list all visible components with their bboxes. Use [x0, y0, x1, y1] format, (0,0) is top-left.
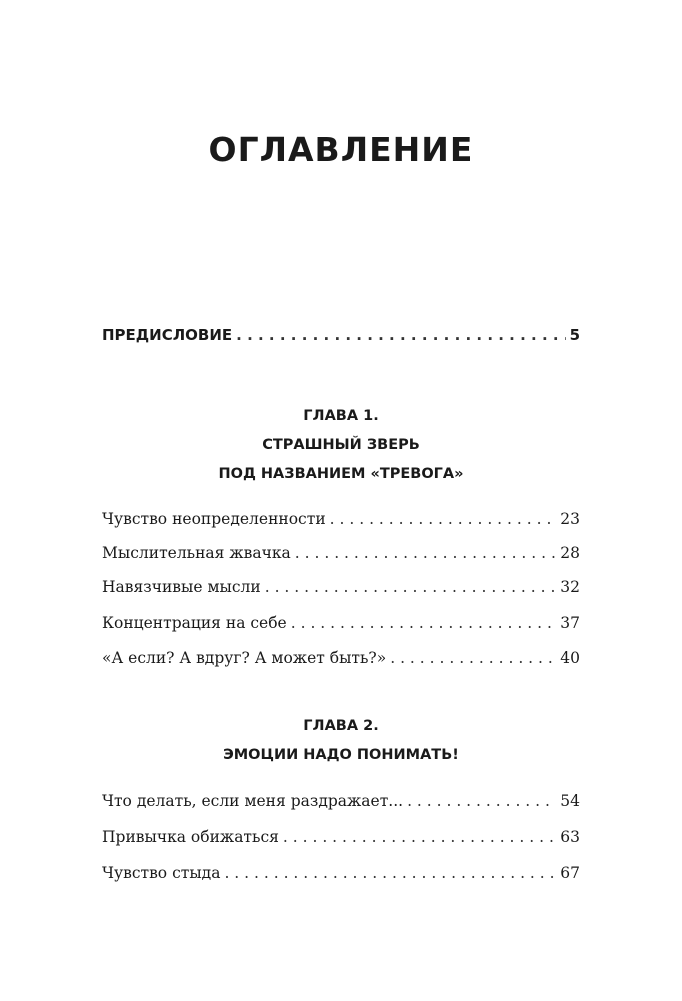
toc-entry-label: Что делать, если меня раздражает...	[102, 792, 404, 810]
toc-entry	[102, 792, 580, 810]
toc-entry	[102, 544, 580, 562]
toc-entry-label: Мыслительная жвачка	[102, 544, 291, 562]
toc-entry-label: Привычка обижаться	[102, 828, 279, 846]
toc-entry-label: Чувство стыда	[102, 864, 221, 882]
chapter-1-heading	[0, 402, 682, 489]
toc-entry-page: 23	[560, 510, 580, 528]
toc-entry	[102, 828, 580, 846]
toc-entry	[102, 614, 580, 632]
page-title: ОГЛАВЛЕНИЕ	[208, 130, 474, 169]
toc-entry-label: Концентрация на себе	[102, 614, 287, 632]
dot-leader	[283, 828, 556, 846]
chapter-title-line: СТРАШНЫЙ ЗВЕРЬ	[262, 437, 420, 453]
dot-leader	[407, 792, 556, 810]
toc-entry-page: 67	[560, 864, 580, 882]
chapter-title-line: ЭМОЦИИ НАДО ПОНИМАТЬ!	[223, 747, 459, 763]
toc-entry-page: 63	[560, 828, 580, 846]
dot-leader	[390, 649, 556, 667]
dot-leader	[295, 544, 556, 562]
toc-entry-label: Чувство неопределенности	[102, 510, 326, 528]
toc-entry-preface	[102, 326, 580, 344]
chapter-number: ГЛАВА 2.	[303, 718, 379, 734]
toc-entry	[102, 510, 580, 528]
dot-leader	[330, 510, 557, 528]
toc-entry	[102, 578, 580, 596]
toc-entry	[102, 864, 580, 882]
toc-entry-label: Навязчивые мысли	[102, 578, 261, 596]
dot-leader	[265, 578, 557, 596]
toc-entry-page: 5	[569, 326, 580, 344]
chapter-2-heading	[0, 712, 682, 770]
toc-entry-page: 54	[560, 792, 580, 810]
toc-entry-page: 40	[560, 649, 580, 667]
toc-entry-label: ПРЕДИСЛОВИЕ	[102, 326, 233, 344]
chapter-title-line: ПОД НАЗВАНИЕМ «ТРЕВОГА»	[218, 466, 464, 482]
toc-entry	[102, 649, 580, 667]
dot-leader	[291, 614, 557, 632]
dot-leader	[236, 326, 565, 344]
toc-entry-page: 37	[560, 614, 580, 632]
toc-entry-page: 28	[560, 544, 580, 562]
dot-leader	[224, 864, 556, 882]
toc-entry-label: «А если? А вдруг? А может быть?»	[102, 649, 387, 667]
chapter-number: ГЛАВА 1.	[303, 408, 379, 424]
toc-entry-page: 32	[560, 578, 580, 596]
